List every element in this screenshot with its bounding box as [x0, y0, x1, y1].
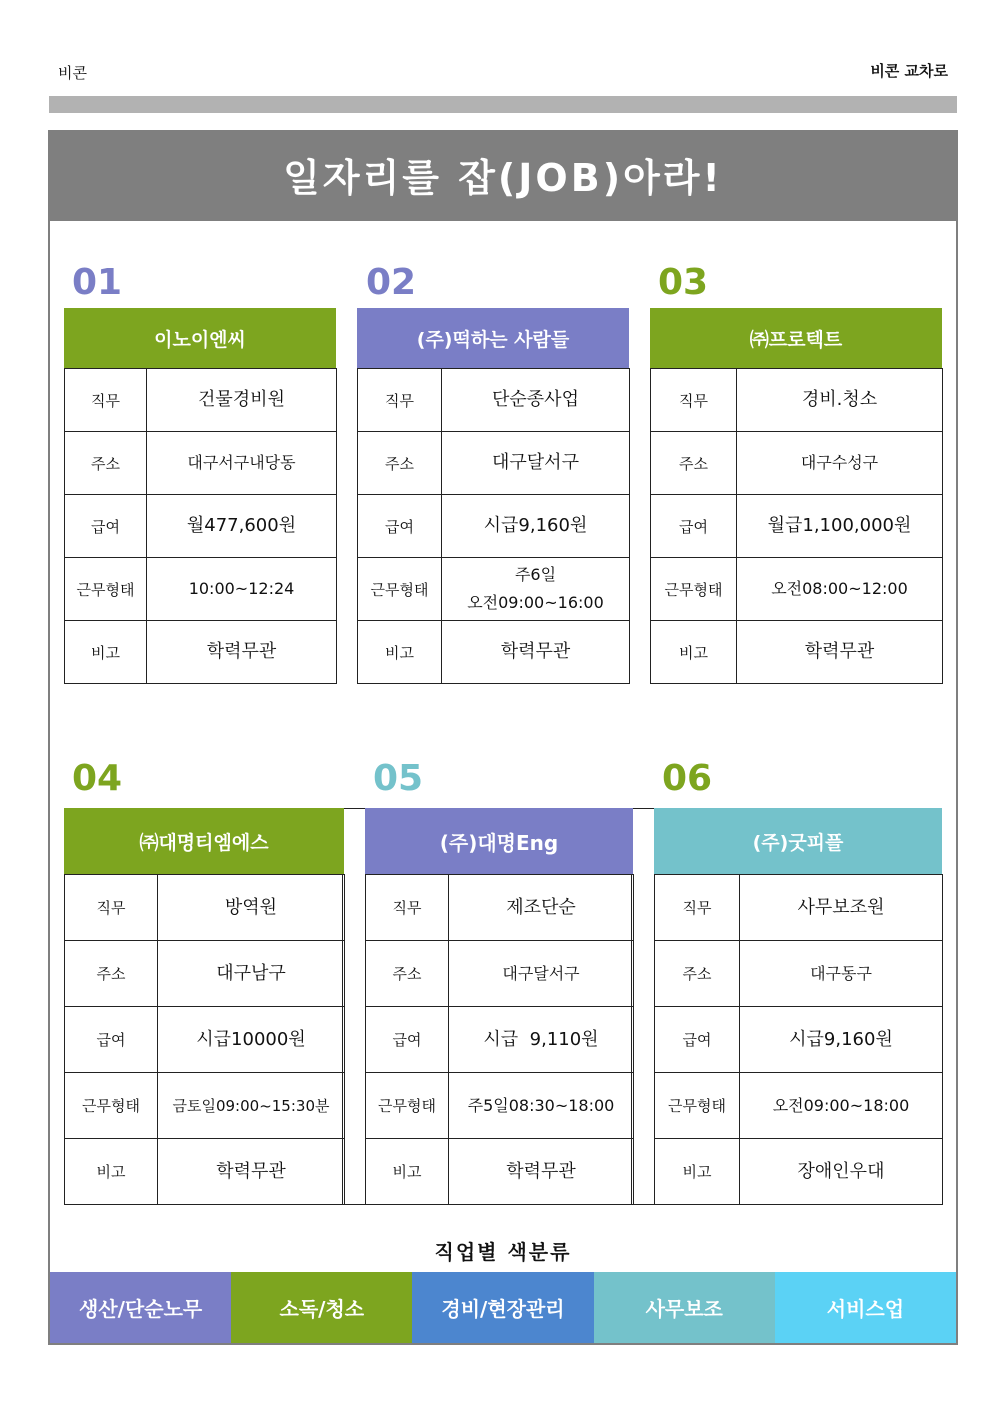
hours-label: 근무형태	[655, 1073, 740, 1139]
address-label: 주소	[655, 941, 740, 1007]
note-value: 학력무관	[442, 621, 630, 684]
hours-value: 오전09:00~18:00	[740, 1073, 943, 1139]
job-info-table	[64, 368, 337, 684]
note-value: 학력무관	[449, 1139, 634, 1205]
note-label: 비고	[366, 1139, 449, 1205]
color-legend	[50, 1272, 956, 1343]
pay-label: 급여	[358, 495, 442, 558]
hours-label: 근무형태	[65, 1073, 158, 1139]
pay-label: 급여	[65, 495, 147, 558]
legend-item-service: 서비스업	[775, 1272, 956, 1343]
job-info-table	[64, 874, 345, 1205]
pay-label: 급여	[651, 495, 737, 558]
note-value: 학력무관	[147, 621, 337, 684]
column-spacer	[342, 808, 366, 1205]
legend-title: 직업별 색분류	[434, 1240, 572, 1264]
page-title: 일자리를 잡(JOB)아라!	[50, 132, 956, 221]
job-number-06: 06	[662, 758, 713, 799]
pay-value: 시급9,160원	[740, 1007, 943, 1073]
job-board	[48, 130, 958, 1345]
hours-value: 오전08:00~12:00	[737, 558, 943, 621]
note-value: 학력무관	[737, 621, 943, 684]
hours-value: 주5일08:30~18:00	[449, 1073, 634, 1139]
role-value: 사무보조원	[740, 875, 943, 941]
address-label: 주소	[366, 941, 449, 1007]
address-label: 주소	[358, 432, 442, 495]
pay-value: 시급9,160원	[442, 495, 630, 558]
job-info-table	[365, 874, 634, 1205]
role-value: 건물경비원	[147, 369, 337, 432]
note-value: 장애인우대	[740, 1139, 943, 1205]
header-right: 비콘 교차로	[870, 62, 948, 80]
legend-item-security: 경비/현장관리	[412, 1272, 593, 1343]
address-value: 대구달서구	[449, 941, 634, 1007]
company-name: 이노이엔씨	[64, 308, 336, 368]
address-value: 대구남구	[158, 941, 345, 1007]
role-value: 제조단순	[449, 875, 634, 941]
note-label: 비고	[358, 621, 442, 684]
role-label: 직무	[651, 369, 737, 432]
company-name: (주)굿피플	[654, 808, 942, 874]
address-value: 대구수성구	[737, 432, 943, 495]
pay-value: 월급1,100,000원	[737, 495, 943, 558]
address-label: 주소	[65, 432, 147, 495]
address-value: 대구동구	[740, 941, 943, 1007]
job-number-04: 04	[72, 758, 123, 799]
legend-item-production: 생산/단순노무	[50, 1272, 231, 1343]
company-name: ㈜프로텍트	[650, 308, 942, 368]
note-value: 학력무관	[158, 1139, 345, 1205]
note-label: 비고	[651, 621, 737, 684]
job-info-table	[357, 368, 630, 684]
role-value: 방역원	[158, 875, 345, 941]
address-value: 대구서구내당동	[147, 432, 337, 495]
hours-label: 근무형태	[651, 558, 737, 621]
legend-item-cleaning: 소독/청소	[231, 1272, 412, 1343]
job-number-03: 03	[658, 262, 709, 303]
address-label: 주소	[65, 941, 158, 1007]
header-left: 비콘	[58, 64, 87, 82]
job-number-01: 01	[72, 262, 123, 303]
role-label: 직무	[366, 875, 449, 941]
role-label: 직무	[655, 875, 740, 941]
pay-value: 월477,600원	[147, 495, 337, 558]
column-spacer	[631, 808, 655, 1205]
pay-label: 급여	[65, 1007, 158, 1073]
legend-item-office: 사무보조	[594, 1272, 775, 1343]
pay-label: 급여	[655, 1007, 740, 1073]
role-label: 직무	[65, 369, 147, 432]
pay-value: 시급10000원	[158, 1007, 345, 1073]
header-divider	[49, 96, 957, 113]
role-label: 직무	[65, 875, 158, 941]
pay-label: 급여	[366, 1007, 449, 1073]
role-value: 경비.청소	[737, 369, 943, 432]
company-name: ㈜대명티엠에스	[64, 808, 344, 874]
note-label: 비고	[655, 1139, 740, 1205]
job-info-table	[650, 368, 943, 684]
hours-label: 근무형태	[65, 558, 147, 621]
company-name: (주)대명Eng	[365, 808, 633, 874]
hours-value: 금토일09:00~15:30분	[158, 1073, 345, 1139]
hours-days: 주6일	[514, 565, 557, 584]
hours-label: 근무형태	[358, 558, 442, 621]
note-label: 비고	[65, 621, 147, 684]
address-label: 주소	[651, 432, 737, 495]
hours-value	[442, 558, 630, 621]
role-label: 직무	[358, 369, 442, 432]
job-info-table	[654, 874, 943, 1205]
job-number-02: 02	[366, 262, 417, 303]
job-number-05: 05	[373, 758, 424, 799]
address-value: 대구달서구	[442, 432, 630, 495]
hours-value: 10:00~12:24	[147, 558, 337, 621]
note-label: 비고	[65, 1139, 158, 1205]
role-value: 단순종사업	[442, 369, 630, 432]
pay-value: 시급 9,110원	[449, 1007, 634, 1073]
hours-label: 근무형태	[366, 1073, 449, 1139]
hours-time: 오전09:00~16:00	[467, 593, 604, 612]
company-name: (주)떡하는 사람들	[357, 308, 629, 368]
